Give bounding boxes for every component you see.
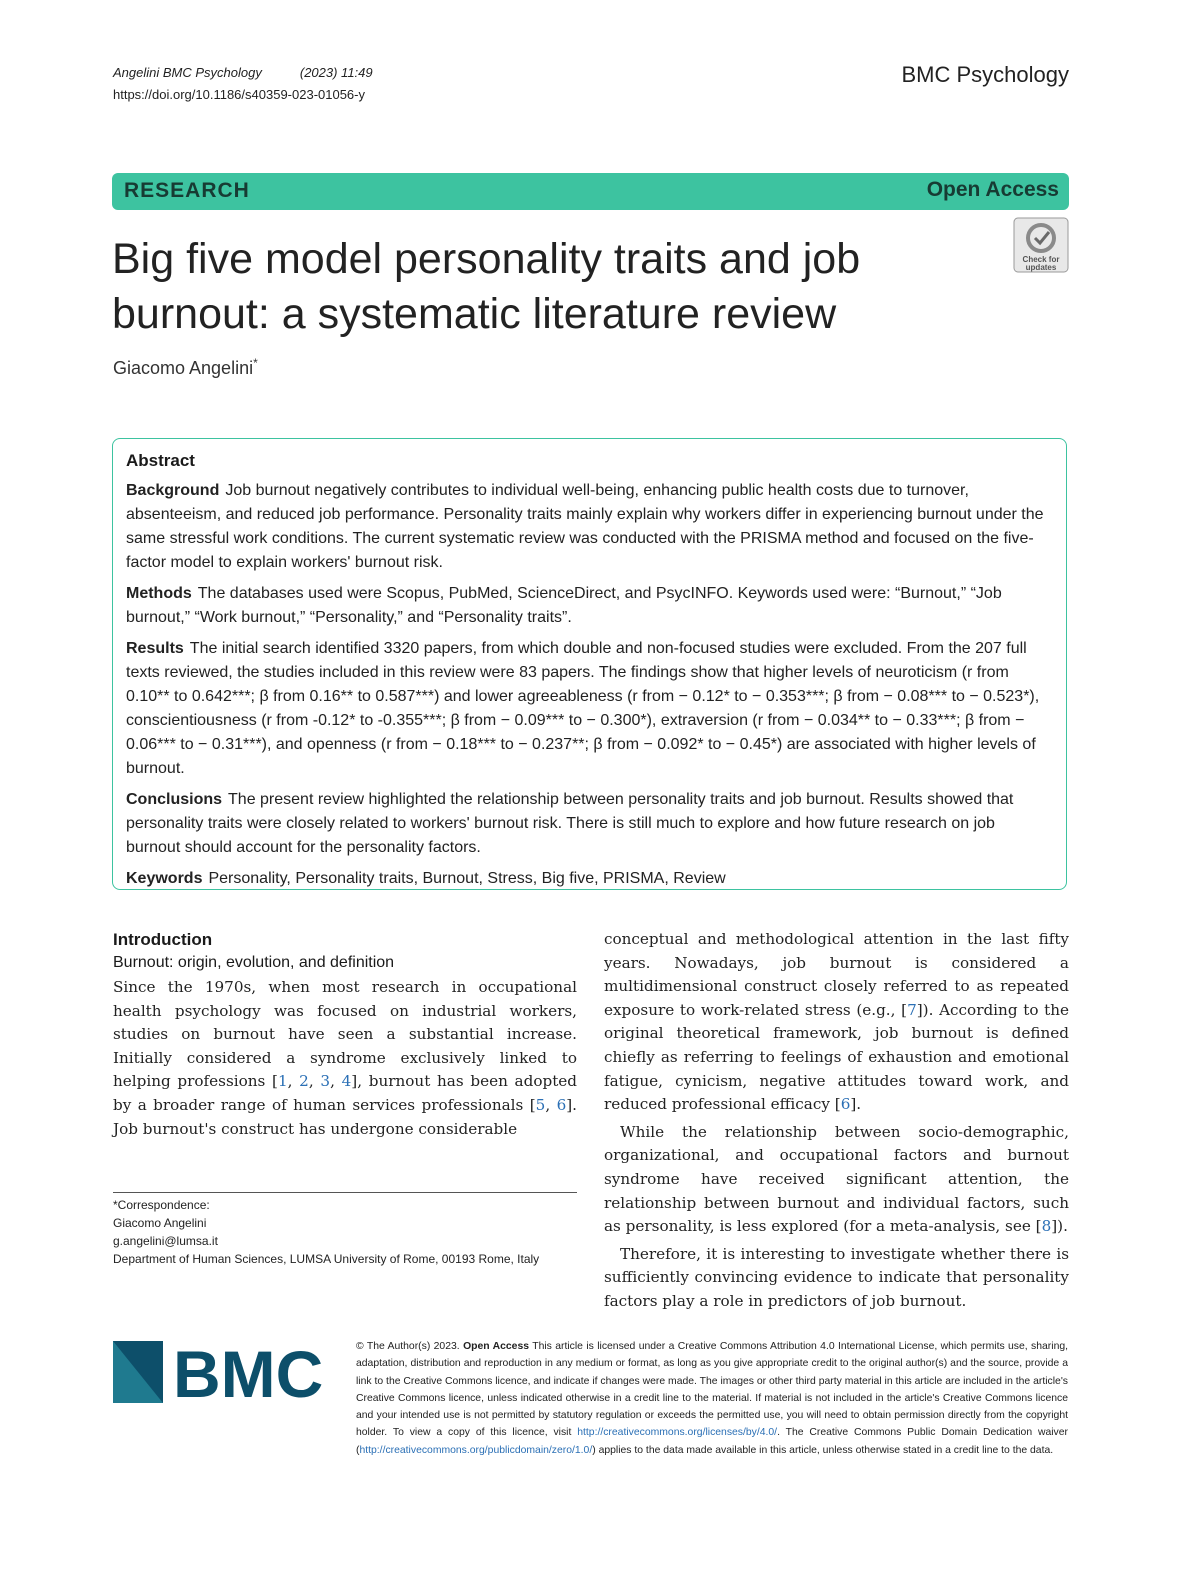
citation-1[interactable]: 1 bbox=[277, 1072, 288, 1091]
open-access-label: Open Access bbox=[926, 178, 1059, 201]
badge-text-line2: updates bbox=[1025, 263, 1057, 272]
abstract-heading: Abstract bbox=[126, 451, 195, 470]
license-link[interactable]: http://creativecommons.org/licenses/by/4.0/ bbox=[577, 1427, 778, 1439]
corresponding-mark: * bbox=[253, 356, 258, 370]
left-column bbox=[113, 928, 577, 1141]
methods-label: Methods bbox=[126, 585, 192, 602]
abstract-box bbox=[112, 438, 1067, 890]
introduction-heading: Introduction bbox=[113, 930, 213, 949]
correspondence-name: Giacomo Angelini bbox=[113, 1216, 207, 1230]
citation-7[interactable]: 7 bbox=[907, 1000, 917, 1019]
article-type-banner bbox=[112, 173, 1069, 210]
abstract-results bbox=[126, 637, 1053, 781]
public-domain-link[interactable]: http://creativecommons.org/publicdomain/zero/1.0/ bbox=[359, 1444, 593, 1456]
introduction-subheading: Burnout: origin, evolution, and definition bbox=[113, 954, 395, 971]
author-line bbox=[113, 356, 258, 379]
meta-year: (2023) 11:49 bbox=[299, 65, 373, 80]
intro-paragraph-3: Therefore, it is interesting to investigate whether there is sufficiently convincing evidence to indicate that personality factors play a role in predictors of job burnout. bbox=[604, 1244, 1069, 1310]
intro-p1-continued-right: conceptual and methodological attention in the last fifty years. Nowadays, job burnout is considered a multidimensional construct closely referred to as repeated exposure to work-related stress (e.g., [ bbox=[604, 930, 1069, 1019]
citation-6[interactable]: 6 bbox=[556, 1095, 567, 1114]
check-for-updates-icon bbox=[1013, 217, 1069, 273]
article-title: Big five model personality traits and job burnout: a systematic literature review bbox=[112, 235, 861, 338]
article-meta bbox=[113, 62, 373, 106]
abstract-keywords bbox=[126, 867, 1053, 891]
article-type-label: RESEARCH bbox=[124, 179, 250, 202]
citation-4[interactable]: 4 bbox=[341, 1072, 352, 1091]
license-text: © The Author(s) 2023. Open Access This article is licensed under a Creative Commons Attribution 4.0 International License, which permits use, sharing, adaptation, distribution and reproduction in any medium or format, as long as you give appropriate credit to the original author(s) and the source, provide a link to the Creative Commons licence, and indicate if changes were made. The images or other third party material in this article are included in the article's Creative Commons licence, unless indicated otherwise in a credit line to the material. If material is not included in the article's Creative Commons licence and your intended use is not permitted by statutory regulation or exceeds the permitted use, you will need to obtain permission directly from the copyright holder. To view a copy of this licence, visit http://creativecommons.org/licenses/by/4.0/. The Creative Commons Public Domain Dedication waiver (http://creativecommons.org/publicdomain/zero/1.0/) applies to the data made available in this article, unless otherwise stated in a credit line to the data. bbox=[356, 1341, 1069, 1456]
citation-3[interactable]: 3 bbox=[320, 1072, 331, 1091]
journal-name: BMC Psychology bbox=[901, 62, 1069, 87]
results-label: Results bbox=[126, 640, 184, 657]
abstract-background bbox=[126, 479, 1053, 575]
correspondence-label: *Correspondence: bbox=[113, 1198, 210, 1212]
intro-paragraph-1-part-2: conceptual and methodological attention in the last fifty years. Nowadays, job burnout is considered a multidimensional construct closely referred to as repeated exposure to work-related stress (e.g., [7]). According to the original theoretical framework, job burnout is defined chiefly as referring to feelings of exhaustion and emotional fatigue, cynicism, negative attitudes toward work, and reduced professional efficacy [6]. bbox=[604, 930, 1070, 1114]
license-open-access: Open Access bbox=[463, 1341, 530, 1352]
right-column bbox=[604, 928, 1069, 1314]
check-for-updates-badge[interactable] bbox=[1013, 217, 1069, 273]
conclusions-label: Conclusions bbox=[126, 791, 223, 808]
abstract-conclusions bbox=[126, 788, 1053, 860]
intro-paragraph-1-part-1: Since the 1970s, when most research in occupational health psychology was focused on industrial workers, studies on burnout have seen a substantial increase. Initially considered a syndrome exclusively linked to helping professions [1, 2, 3, 4], burnout has been adopted by a broader range of human services professionals [5, 6]. Job burnout's construct has undergone considerable bbox=[113, 978, 578, 1138]
correspondence-email[interactable]: g.angelini@lumsa.it bbox=[113, 1234, 218, 1248]
background-text: Job burnout negatively contributes to individual well-being, enhancing public health costs due to turnover, absenteeism, and reduced job performance. Personality traits mainly explain why workers differ in experiencing burnout under the same stressful work conditions. The current systematic review was conducted with the PRISMA method and focused on the five-factor model to explain workers' burnout risk. bbox=[126, 482, 1044, 571]
methods-text: The databases used were Scopus, PubMed, ScienceDirect, and PsycINFO. Keywords used were: “Burnout,” “Job burnout,” “Work burnout,” “Personality,” and “Personality traits”. bbox=[126, 585, 1002, 626]
citation-5[interactable]: 5 bbox=[535, 1095, 546, 1114]
keywords-label: Keywords bbox=[126, 870, 203, 887]
bmc-logo-text: BMC bbox=[173, 1337, 324, 1405]
citation-6-second[interactable]: 6 bbox=[840, 1095, 851, 1114]
abstract-methods bbox=[126, 582, 1053, 630]
background-label: Background bbox=[126, 482, 220, 499]
author-name[interactable]: Giacomo Angelini bbox=[113, 358, 254, 378]
keywords-text: Personality, Personality traits, Burnout, Stress, Big five, PRISMA, Review bbox=[208, 870, 726, 887]
citation-8[interactable]: 8 bbox=[1041, 1217, 1052, 1236]
footnote-divider bbox=[113, 1192, 577, 1193]
citation-2[interactable]: 2 bbox=[299, 1072, 309, 1091]
results-text: The initial search identified 3320 papers, from which double and non-focused studies were excluded. From the 207 full texts reviewed, the studies included in this review were 83 papers. The findings show that higher levels of neuroticism (r from 0.10** to 0.642***; β from 0.16** to 0.587***) and lower agreeableness (r from − 0.12* to − 0.353***; β from − 0.08*** to − 0.523*), conscientiousness (r from -0.12* to -0.355***; β from − 0.09*** to − 0.300*), extraversion (r from − 0.034** to − 0.33***; β from − 0.06*** to − 0.31***), and openness (r from − 0.18*** to − 0.237**; β from − 0.092* to − 0.45*) are associated with higher levels of burnout. bbox=[126, 640, 1040, 777]
bmc-logo-icon bbox=[113, 1337, 338, 1405]
meta-journal: Angelini BMC Psychology bbox=[113, 65, 262, 80]
doi-link[interactable]: https://doi.org/10.1186/s40359-023-01056-y bbox=[113, 87, 365, 102]
conclusions-text: The present review highlighted the relationship between personality traits and job burnout. Results showed that personality traits were closely related to workers' burnout risk. There is still much to explore and how future research on job burnout should account for the personality factors. bbox=[126, 791, 1014, 856]
intro-p1-continued-left: ]. Job burnout's construct has undergone considerable bbox=[113, 1095, 578, 1138]
badge-text-line1: Check for bbox=[1022, 255, 1060, 264]
intro-paragraph-2: While the relationship between socio-demographic, organizational, and occupational factors and burnout syndrome have received significant attention, the relationship between burnout and individual factors, such as personality, is less explored (for a meta-analysis, see [8]). bbox=[604, 1122, 1069, 1236]
bmc-logo bbox=[113, 1337, 338, 1405]
correspondence-block bbox=[113, 1196, 577, 1268]
correspondence-affiliation: Department of Human Sciences, LUMSA University of Rome, 00193 Rome, Italy bbox=[113, 1252, 540, 1266]
